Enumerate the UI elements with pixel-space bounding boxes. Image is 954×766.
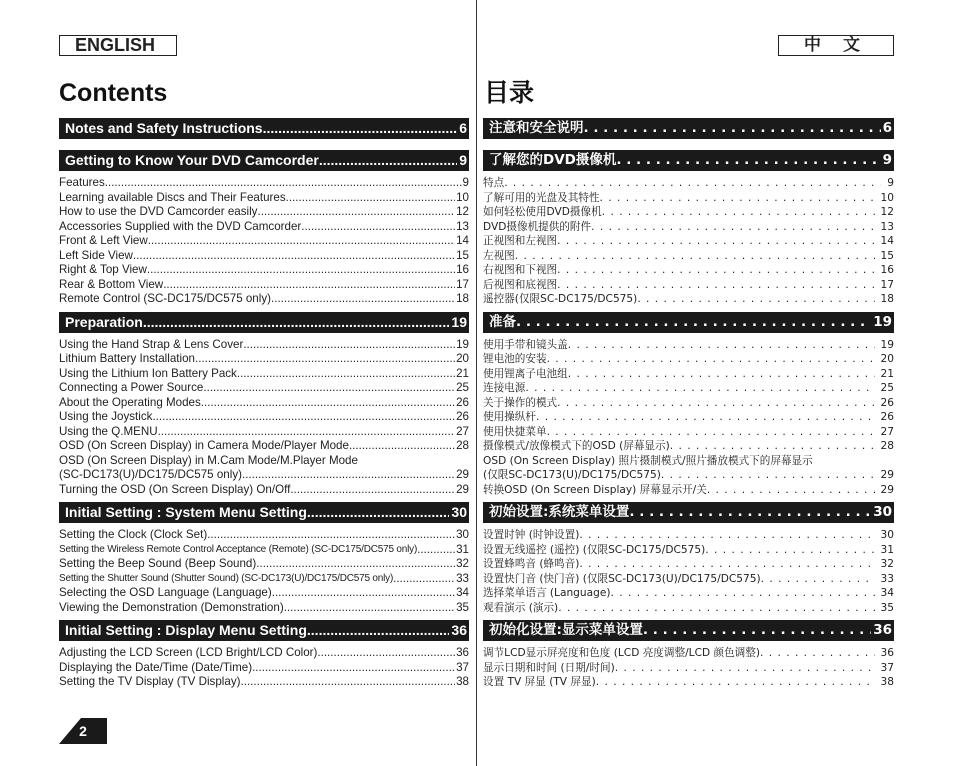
entry-text: Front & Left View — [59, 234, 148, 247]
leader-dots — [271, 292, 455, 307]
entry-text: Setting the TV Display (TV Display) — [59, 675, 241, 688]
toc-entry[interactable] — [483, 646, 894, 661]
toc-entry[interactable] — [483, 367, 894, 382]
entry-page: 30 — [456, 528, 469, 541]
leader-dots — [417, 543, 455, 558]
entry-text: 使用操纵杆 — [483, 411, 536, 423]
section-title: Getting to Know Your DVD Camcorder — [65, 152, 319, 168]
entry-page: 18 — [456, 292, 469, 305]
section-items — [59, 528, 469, 615]
section-items — [483, 528, 894, 615]
entry-page: 14 — [456, 234, 469, 247]
section-page: 9 — [882, 152, 892, 168]
entry-page: 33 — [880, 572, 894, 585]
toc-entry[interactable] — [59, 557, 469, 572]
leader-dots — [504, 176, 881, 191]
toc-entry[interactable] — [483, 396, 894, 411]
toc-entry[interactable] — [59, 439, 469, 454]
entry-text: 锂电池的安装 — [483, 353, 547, 365]
entry-text: 设置快门音 (快门音) (仅限SC-DC173(U)/DC175/DC575) — [483, 572, 761, 585]
section-title: Initial Setting : Display Menu Setting — [65, 622, 307, 638]
leader-dots — [349, 439, 455, 454]
entry-page: 21 — [880, 367, 894, 380]
toc-english — [59, 118, 469, 690]
toc-entry[interactable] — [59, 675, 469, 690]
toc-entry[interactable] — [483, 543, 894, 558]
toc-entry[interactable] — [59, 601, 469, 616]
entry-text: Viewing the Demonstration (Demonstration) — [59, 600, 284, 614]
leader-dots — [568, 367, 875, 382]
leader-dots — [147, 263, 455, 278]
section-items — [483, 338, 894, 498]
toc-section — [483, 150, 894, 307]
leader-dots — [579, 528, 874, 543]
entry-text: Setting the Shutter Sound (Shutter Sound) (SC-DC173(U)/DC175/DC575 only) — [59, 572, 394, 584]
leader-dots — [637, 292, 874, 307]
entry-text: (仅限SC-DC173(U)/DC175/DC575) — [483, 469, 661, 481]
toc-section — [59, 502, 469, 615]
entry-page: 29 — [456, 468, 469, 481]
toc-chinese — [483, 118, 894, 690]
entry-text: 特点 — [483, 177, 505, 189]
entry-page: 17 — [880, 278, 894, 291]
entry-text: Setting the Wireless Remote Control Acceptance (Remote) (SC-DC175/DC575 only) — [59, 543, 418, 555]
entry-page: 26 — [456, 395, 469, 409]
toc-entry[interactable] — [483, 410, 894, 425]
entry-page: 27 — [880, 425, 894, 438]
section-title: 初始设置:系统菜单设置 — [489, 504, 630, 520]
toc-entry[interactable] — [59, 396, 469, 411]
entry-text: Using the Lithium Ion Battery Pack — [59, 366, 237, 380]
section-page: 19 — [873, 313, 892, 330]
leader-dots — [557, 234, 874, 249]
toc-entry[interactable] — [483, 205, 894, 220]
leader-dots — [661, 468, 875, 483]
entry-text: 了解可用的光盘及其特性 — [483, 191, 600, 204]
entry-page: 28 — [880, 440, 894, 452]
toc-entry[interactable] — [483, 263, 894, 278]
page-number: 2 — [79, 723, 87, 739]
toc-entry[interactable] — [59, 543, 469, 558]
entry-page: 31 — [880, 543, 894, 556]
toc-entry[interactable] — [483, 278, 894, 293]
entry-page: 25 — [880, 382, 894, 394]
leader-dots — [547, 425, 875, 440]
entry-text: Learning available Discs and Their Features — [59, 190, 286, 204]
leader-dots — [158, 425, 456, 440]
toc-entry[interactable] — [483, 454, 894, 469]
entry-page: 13 — [880, 220, 894, 233]
leader-dots — [319, 150, 457, 171]
leader-dots — [393, 572, 455, 587]
entry-text: 设置蜂鸣音 (蜂鸣音) — [483, 558, 580, 570]
toc-entry[interactable] — [59, 381, 469, 396]
section-title: Notes and Safety Instructions — [65, 120, 263, 136]
entry-page: 35 — [456, 600, 469, 614]
entry-page: 35 — [880, 601, 894, 614]
toc-entry[interactable] — [59, 661, 469, 676]
toc-entry[interactable] — [483, 249, 894, 264]
leader-dots — [707, 483, 875, 498]
entry-page: 15 — [456, 248, 469, 262]
section-page: 6 — [459, 120, 467, 136]
leader-dots — [105, 176, 462, 191]
toc-entry[interactable] — [483, 675, 894, 690]
toc-entry[interactable] — [483, 557, 894, 572]
entry-text: OSD (On Screen Display) 照片摄制模式/照片播放模式下的屏幕显示 — [483, 454, 813, 467]
leader-dots — [584, 118, 881, 139]
entry-text: 设置时钟 (时钟设置) — [483, 529, 580, 541]
toc-entry[interactable] — [483, 191, 894, 206]
section-header[interactable] — [483, 502, 894, 523]
entry-page: 20 — [880, 353, 894, 365]
leader-dots — [761, 572, 875, 587]
toc-entry[interactable] — [59, 263, 469, 278]
toc-section — [59, 150, 469, 307]
leader-dots — [317, 646, 455, 661]
toc-entry[interactable] — [59, 292, 469, 307]
leader-dots — [203, 381, 455, 396]
contents-title-chinese: 目录 — [484, 78, 535, 107]
toc-entry[interactable] — [59, 176, 469, 191]
toc-entry[interactable] — [59, 249, 469, 264]
entry-page: 9 — [462, 176, 469, 189]
toc-section — [483, 118, 894, 139]
toc-entry[interactable] — [483, 572, 894, 587]
section-page: 36 — [451, 622, 467, 638]
leader-dots — [610, 586, 874, 601]
toc-entry[interactable] — [59, 483, 469, 498]
entry-page: 26 — [456, 410, 469, 423]
toc-entry[interactable] — [483, 176, 894, 191]
leader-dots — [557, 396, 874, 411]
entry-page: 14 — [880, 235, 894, 247]
toc-entry[interactable] — [59, 646, 469, 661]
page-number-badge — [59, 718, 107, 744]
toc-section — [59, 620, 469, 690]
entry-text: Using the Joystick — [59, 410, 153, 423]
entry-page: 18 — [880, 293, 894, 305]
leader-dots — [286, 191, 455, 206]
entry-page: 32 — [880, 558, 894, 570]
entry-text: 转换OSD (On Screen Display) 屏幕显示开/关 — [483, 483, 707, 496]
leader-dots — [307, 502, 450, 523]
toc-entry[interactable] — [483, 468, 894, 483]
toc-section — [483, 620, 894, 690]
entry-text: Lithium Battery Installation — [59, 352, 195, 365]
leader-dots — [602, 205, 875, 220]
entry-text: 选择菜单语言 (Language) — [483, 587, 611, 599]
section-items — [59, 646, 469, 690]
toc-section — [59, 118, 469, 139]
leader-dots — [263, 118, 458, 139]
entry-page: 37 — [456, 660, 469, 674]
entry-text: 连接电源 — [483, 382, 526, 394]
section-header[interactable] — [483, 150, 894, 171]
toc-entry[interactable] — [483, 292, 894, 307]
leader-dots — [241, 675, 456, 690]
entry-page: 10 — [456, 190, 469, 204]
section-header[interactable] — [59, 620, 469, 641]
toc-entry[interactable] — [59, 278, 469, 293]
entry-text: 调节LCD显示屏亮度和色度 (LCD 亮度调整/LCD 颜色调整) — [483, 647, 760, 659]
language-label-chinese: 中 文 — [778, 35, 894, 56]
entry-text: 关于操作的模式 — [483, 396, 558, 409]
toc-entry[interactable] — [59, 454, 469, 469]
leader-dots — [515, 249, 875, 264]
entry-page: 28 — [456, 439, 469, 452]
entry-page: 25 — [456, 381, 469, 394]
entry-text: 设置无线遥控 (遥控) (仅限SC-DC175/DC575) — [483, 543, 706, 556]
section-header[interactable] — [483, 118, 894, 139]
entry-text: Features — [59, 176, 105, 189]
toc-entry[interactable] — [483, 381, 894, 396]
entry-text: 观看演示 (演示) — [483, 601, 559, 614]
leader-dots — [547, 352, 875, 367]
entry-text: 如何轻松使用DVD摄像机 — [483, 206, 602, 218]
entry-text: Setting the Beep Sound (Beep Sound) — [59, 557, 257, 570]
entry-page: 29 — [880, 483, 894, 496]
leader-dots — [558, 601, 874, 616]
leader-dots — [557, 263, 874, 278]
section-header[interactable] — [483, 620, 894, 641]
entry-page: 26 — [880, 396, 894, 409]
section-items — [483, 646, 894, 690]
entry-text: Rear & Bottom View — [59, 277, 164, 291]
leader-dots — [207, 528, 455, 543]
section-title: 准备 — [489, 313, 516, 330]
leader-dots — [284, 601, 455, 616]
leader-dots — [670, 439, 875, 454]
entry-text: Selecting the OSD Language (Language) — [59, 586, 272, 599]
entry-text: Left Side View — [59, 248, 133, 262]
entry-page: 29 — [880, 469, 894, 481]
section-title: 注意和安全说明 — [489, 120, 584, 136]
section-page: 6 — [882, 120, 892, 136]
toc-entry[interactable] — [483, 425, 894, 440]
leader-dots — [760, 646, 875, 661]
leader-dots — [616, 150, 880, 171]
leader-dots — [201, 396, 455, 411]
entry-text: 左视图 — [483, 249, 515, 262]
entry-text: Accessories Supplied with the DVD Camcorder — [59, 219, 302, 233]
entry-page: 33 — [456, 571, 469, 585]
entry-page: 26 — [880, 411, 894, 423]
entry-page: 20 — [456, 352, 469, 365]
section-title: Initial Setting : System Menu Setting — [65, 504, 307, 520]
entry-page: 36 — [456, 646, 469, 659]
section-page: 19 — [451, 313, 467, 330]
toc-entry[interactable] — [483, 528, 894, 543]
entry-page: 9 — [887, 177, 894, 189]
toc-entry[interactable] — [59, 234, 469, 249]
entry-page: 13 — [456, 219, 469, 233]
entry-text: 使用手带和镜头盖 — [483, 338, 568, 351]
section-page: 36 — [873, 622, 892, 638]
entry-page: 16 — [880, 264, 894, 276]
leader-dots — [579, 557, 874, 572]
leader-dots — [243, 338, 455, 353]
entry-text: How to use the DVD Camcorder easily — [59, 205, 258, 218]
entry-page: 29 — [456, 482, 469, 496]
entry-text: (SC-DC173(U)/DC175/DC575 only) — [59, 468, 242, 481]
leader-dots — [568, 338, 875, 353]
entry-text: 后视图和底视图 — [483, 278, 558, 291]
section-items — [483, 176, 894, 307]
entry-text: Right & Top View — [59, 263, 147, 276]
entry-page: 31 — [456, 542, 469, 556]
section-title: 初始化设置:显示菜单设置 — [489, 622, 643, 638]
leader-dots — [536, 410, 875, 425]
leader-dots — [516, 312, 871, 333]
entry-text: OSD (On Screen Display) in Camera Mode/Player Mode — [59, 439, 349, 452]
leader-dots — [591, 220, 874, 235]
leader-dots — [152, 410, 455, 425]
entry-page: 12 — [456, 205, 469, 218]
entry-page: 12 — [880, 206, 894, 218]
entry-text: OSD (On Screen Display) in M.Cam Mode/M.Player Mode — [59, 453, 358, 467]
leader-dots — [163, 278, 455, 293]
entry-page: 37 — [880, 661, 894, 674]
entry-text: 摄像模式/放像模式下的OSD (屏幕显示) — [483, 440, 670, 452]
leader-dots — [237, 367, 455, 382]
toc-entry[interactable] — [59, 352, 469, 367]
leader-dots — [301, 220, 455, 235]
entry-text: 右视图和下视图 — [483, 264, 558, 276]
leader-dots — [143, 312, 450, 333]
leader-dots — [557, 278, 874, 293]
entry-text: Using the Hand Strap & Lens Cover — [59, 337, 244, 351]
entry-page: 36 — [880, 647, 894, 659]
toc-entry[interactable] — [59, 338, 469, 353]
toc-entry[interactable] — [483, 234, 894, 249]
leader-dots — [307, 620, 450, 641]
toc-entry[interactable] — [59, 468, 469, 483]
toc-entry[interactable] — [59, 572, 469, 587]
section-header[interactable] — [483, 312, 894, 333]
toc-section — [59, 312, 469, 498]
toc-entry[interactable] — [483, 661, 894, 676]
toc-entry[interactable] — [483, 586, 894, 601]
entry-page: 38 — [880, 676, 894, 688]
entry-page: 17 — [456, 277, 469, 291]
entry-page: 16 — [456, 263, 469, 276]
entry-page: 34 — [880, 587, 894, 599]
entry-text: Turning the OSD (On Screen Display) On/Off — [59, 482, 291, 496]
entry-page: 34 — [456, 586, 469, 599]
leader-dots — [643, 620, 871, 641]
leader-dots — [290, 483, 455, 498]
toc-entry[interactable] — [483, 601, 894, 616]
leader-dots — [596, 675, 875, 690]
entry-text: 遥控器(仅限SC-DC175/DC575) — [483, 293, 638, 305]
entry-text: 设置 TV 屏显 (TV 屏显) — [483, 676, 596, 688]
section-page: 30 — [873, 504, 892, 520]
leader-dots — [272, 586, 455, 601]
leader-dots — [615, 661, 875, 676]
entry-page: 15 — [880, 249, 894, 262]
leader-dots — [705, 543, 874, 558]
toc-entry[interactable] — [59, 220, 469, 235]
entry-page: 30 — [880, 529, 894, 541]
toc-entry[interactable] — [59, 410, 469, 425]
entry-text: Adjusting the LCD Screen (LCD Bright/LCD Color) — [59, 646, 318, 659]
leader-dots — [629, 502, 871, 523]
section-header[interactable] — [59, 312, 469, 333]
section-header[interactable] — [59, 502, 469, 523]
toc-entry[interactable] — [483, 439, 894, 454]
entry-page: 19 — [880, 338, 894, 351]
section-items — [59, 176, 469, 307]
leader-dots — [256, 557, 455, 572]
entry-text: About the Operating Modes — [59, 395, 201, 409]
entry-page: 32 — [456, 557, 469, 570]
entry-page: 38 — [456, 675, 469, 688]
section-header[interactable] — [59, 150, 469, 171]
entry-text: Connecting a Power Source — [59, 381, 204, 394]
language-label-english: ENGLISH — [59, 35, 177, 56]
leader-dots — [257, 205, 455, 220]
toc-section — [483, 312, 894, 498]
entry-page: 27 — [456, 424, 469, 438]
leader-dots — [148, 234, 455, 249]
toc-entry[interactable] — [483, 220, 894, 235]
entry-text: 使用快捷菜单 — [483, 425, 547, 438]
toc-entry[interactable] — [483, 483, 894, 498]
leader-dots — [133, 249, 455, 264]
entry-text: Remote Control (SC-DC175/DC575 only) — [59, 292, 271, 305]
leader-dots — [252, 661, 455, 676]
leader-dots — [600, 191, 875, 206]
center-divider — [476, 0, 477, 766]
entry-text: Setting the Clock (Clock Set) — [59, 528, 208, 541]
toc-section — [483, 502, 894, 615]
entry-page: 19 — [456, 337, 469, 351]
toc-entry[interactable] — [59, 367, 469, 382]
section-page: 9 — [459, 152, 467, 168]
entry-text: Using the Q.MENU — [59, 424, 158, 438]
toc-entry[interactable] — [59, 191, 469, 206]
entry-text: DVD摄像机提供的附件 — [483, 220, 592, 233]
toc-entry[interactable] — [59, 205, 469, 220]
toc-entry[interactable] — [483, 338, 894, 353]
contents-title-english: Contents — [59, 79, 168, 107]
entry-page: 10 — [880, 191, 894, 204]
section-title: Preparation — [65, 313, 143, 330]
leader-dots — [525, 381, 874, 396]
toc-entry[interactable] — [59, 586, 469, 601]
toc-entry[interactable] — [59, 425, 469, 440]
leader-dots — [195, 352, 455, 367]
section-header[interactable] — [59, 118, 469, 139]
leader-dots — [242, 468, 455, 483]
entry-page: 21 — [456, 366, 469, 380]
entry-text: 显示日期和时间 (日期/时间) — [483, 661, 615, 674]
section-items — [59, 338, 469, 498]
toc-entry[interactable] — [483, 352, 894, 367]
toc-entry[interactable] — [59, 528, 469, 543]
section-page: 30 — [451, 504, 467, 520]
entry-text: 正视图和左视图 — [483, 235, 558, 247]
section-title: 了解您的DVD摄像机 — [489, 152, 617, 168]
entry-text: 使用锂离子电池组 — [483, 367, 568, 380]
entry-text: Displaying the Date/Time (Date/Time) — [59, 660, 253, 674]
